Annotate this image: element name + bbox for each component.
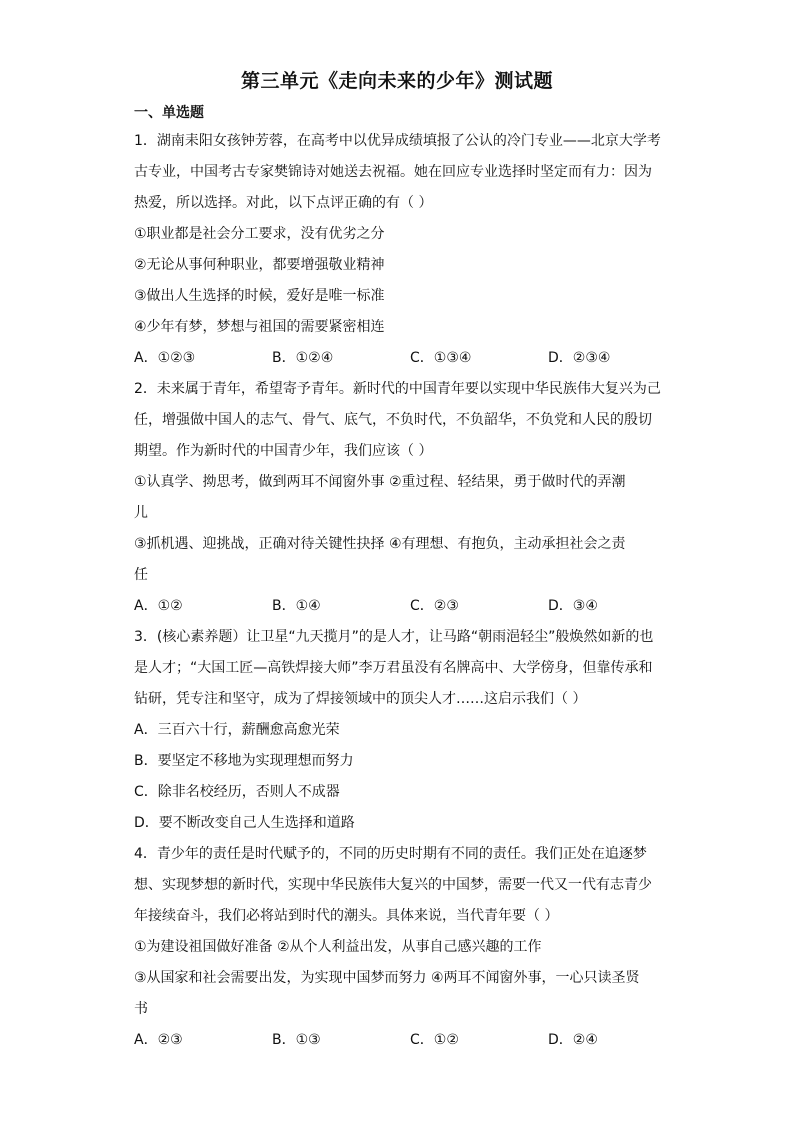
question-text-line: ②无论从事何种职业，都要增强敬业精神 bbox=[134, 257, 385, 273]
answer-choice[interactable]: D．③④ bbox=[548, 598, 598, 614]
answer-choice[interactable]: D．②④ bbox=[548, 1032, 598, 1048]
question-text-line: 儿 bbox=[134, 505, 148, 521]
answer-choices bbox=[134, 343, 664, 374]
answer-choices bbox=[134, 1025, 664, 1056]
answer-choice[interactable]: B．①④ bbox=[272, 598, 321, 614]
question-text-line: 期望。作为新时代的中国青少年，我们应该（ ） bbox=[134, 443, 433, 459]
question-text-line: 2．未来属于青年，希望寄予青年。新时代的中国青年要以实现中华民族伟大复兴为己 bbox=[134, 381, 661, 397]
question-text-line: ③从国家和社会需要出发，为实现中国梦而努力 ④两耳不闻窗外事，一心只读圣贤 bbox=[134, 970, 640, 986]
answer-choice[interactable]: C．①③④ bbox=[410, 350, 472, 366]
answer-choice[interactable]: A．②③ bbox=[134, 1032, 183, 1048]
question-text-line: 任 bbox=[134, 567, 148, 583]
question-text-line: 是人才；“大国工匠—高铁焊接大师”李万君虽没有名牌高中、大学傍身，但靠传承和 bbox=[134, 660, 653, 676]
question-text-line: ①职业都是社会分工要求，没有优劣之分 bbox=[134, 226, 385, 242]
answer-choice[interactable]: C．②③ bbox=[410, 598, 459, 614]
answer-choice[interactable]: D．②③④ bbox=[548, 350, 611, 366]
answer-choice[interactable]: B．①②④ bbox=[272, 350, 334, 366]
question-2 bbox=[134, 374, 664, 622]
question-text-line: ①为建设祖国做好准备 ②从个人利益出发，从事自己感兴趣的工作 bbox=[134, 939, 542, 955]
question-text-line: 年接续奋斗，我们必将站到时代的潮头。具体来说，当代青年要（ ） bbox=[134, 908, 559, 924]
question-text-line: 钻研，凭专注和坚守，成为了焊接领域中的顶尖人才……这启示我们（ ） bbox=[134, 691, 587, 707]
answer-choice[interactable]: C．①② bbox=[410, 1032, 459, 1048]
question-text-line: 任，增强做中国人的志气、骨气、底气，不负时代，不负韶华，不负党和人民的殷切 bbox=[134, 412, 652, 428]
section-heading: 一、单选题 bbox=[134, 105, 204, 121]
question-4 bbox=[134, 839, 664, 1056]
answer-choice[interactable]: A．①②③ bbox=[134, 350, 196, 366]
question-text-line: A．三百六十行，薪酬愈高愈光荣 bbox=[134, 722, 340, 738]
question-text-line: 3．(核心素养题）让卫星“九天揽月”的是人才，让马路“朝雨浥轻尘”般焕然如新的也 bbox=[134, 629, 654, 645]
question-3 bbox=[134, 622, 664, 839]
answer-choices bbox=[134, 591, 664, 622]
answer-choice[interactable]: B．①③ bbox=[272, 1032, 321, 1048]
question-text-line: ①认真学、拗思考，做到两耳不闻窗外事 ②重过程、轻结果，勇于做时代的弄潮 bbox=[134, 474, 626, 490]
question-text-line: 书 bbox=[134, 1001, 148, 1017]
question-text-line: C．除非名校经历，否则人不成器 bbox=[134, 784, 340, 800]
questions-list bbox=[134, 126, 664, 1056]
question-text-line: ③抓机遇、迎挑战，正确对待关键性抉择 ④有理想、有抱负，主动承担社会之责 bbox=[134, 536, 626, 552]
question-text-line: 想、实现梦想的新时代，实现中华民族伟大复兴的中国梦，需要一代又一代有志青少 bbox=[134, 877, 652, 893]
question-text-line: ④少年有梦，梦想与祖国的需要紧密相连 bbox=[134, 319, 385, 335]
question-1 bbox=[134, 126, 664, 374]
question-text-line: 1．湖南耒阳女孩钟芳蓉，在高考中以优异成绩填报了公认的冷门专业——北京大学考 bbox=[134, 133, 661, 149]
question-text-line: 4．青少年的责任是时代赋予的，不同的历史时期有不同的责任。我们正处在追逐梦 bbox=[134, 846, 647, 862]
question-text-line: 热爱，所以选择。对此，以下点评正确的有（ ） bbox=[134, 195, 433, 211]
page-title: 第三单元《走向未来的少年》测试题 bbox=[240, 70, 553, 92]
question-text-line: ③做出人生选择的时候，爱好是唯一标准 bbox=[134, 288, 385, 304]
question-text-line: D．要不断改变自己人生选择和道路 bbox=[134, 815, 355, 831]
question-text-line: 古专业，中国考古专家樊锦诗对她送去祝福。她在回应专业选择时坚定而有力：因为 bbox=[134, 164, 652, 180]
answer-choice[interactable]: A．①② bbox=[134, 598, 183, 614]
question-text-line: B．要坚定不移地为实现理想而努力 bbox=[134, 753, 354, 769]
